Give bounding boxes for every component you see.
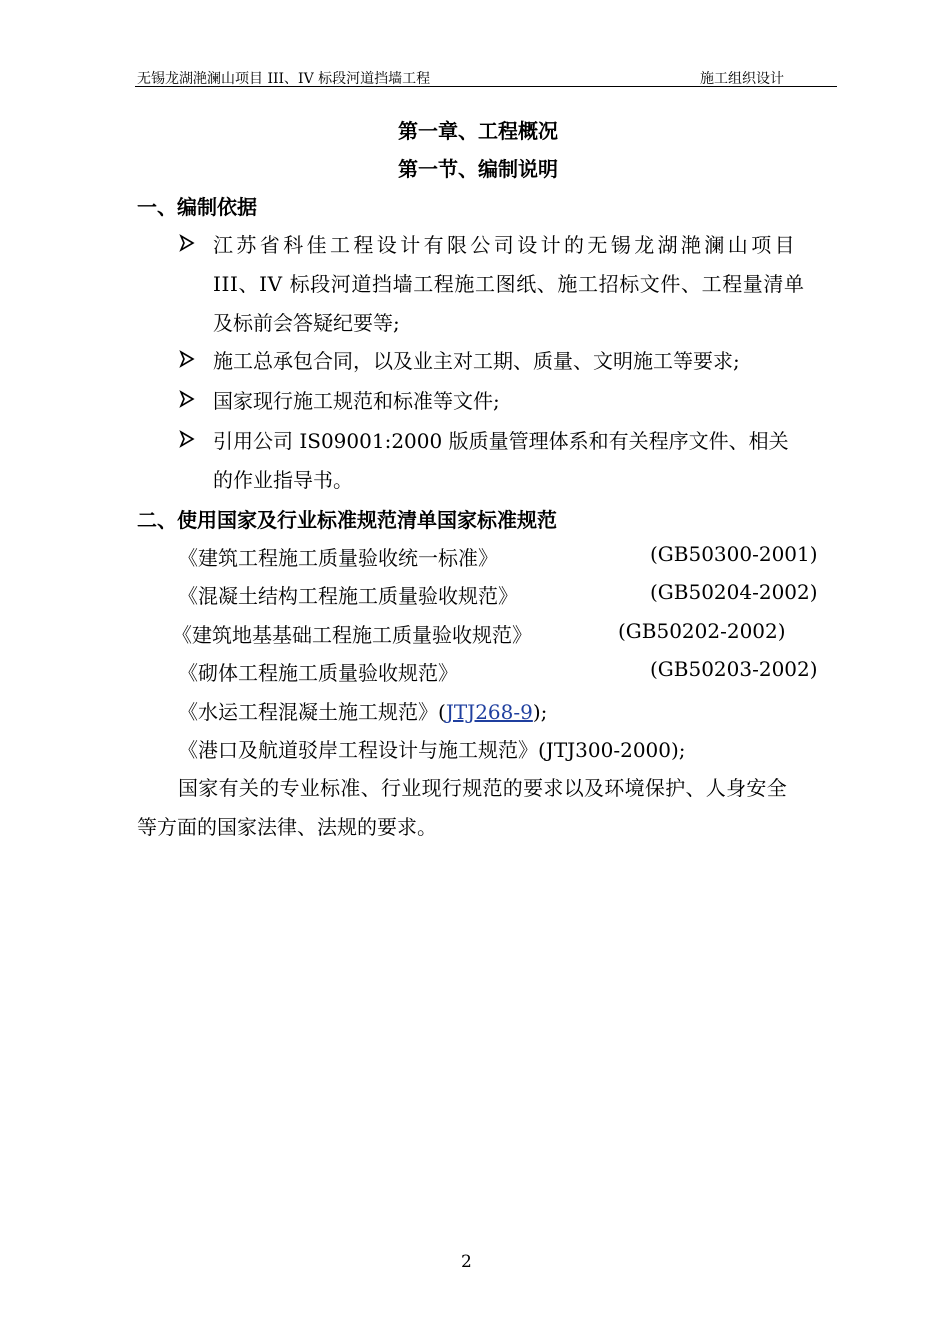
closing-line-2: 等方面的国家法律、法规的要求。 (137, 815, 437, 839)
standard-code: (GB50300-2001) (650, 542, 818, 566)
standard-name: 《水运工程混凝土施工规范》 (178, 700, 438, 724)
chapter-title: 第一章、工程概况 (398, 119, 558, 143)
part1-heading: 一、编制依据 (137, 195, 257, 219)
standard-name: 《建筑地基基础工程施工质量验收规范》 (172, 623, 532, 647)
header-doc-type: 施工组织设计 (700, 71, 784, 87)
standard-code: (GB50203-2002) (650, 657, 818, 681)
bullet-3-line-1: 国家现行施工规范和标准等文件; (213, 389, 500, 413)
header-project-title: 无锡龙湖滟澜山项目 III、IV 标段河道挡墙工程 (137, 71, 431, 87)
standard-code-suffix: ); (532, 700, 548, 724)
bullet-1-line-1: 江苏省科佳工程设计有限公司设计的无锡龙湖滟澜山项目 (213, 233, 798, 257)
bullet-1-line-2: III、IV 标段河道挡墙工程施工图纸、施工招标文件、工程量清单 (213, 272, 805, 296)
page-number: 2 (461, 1252, 472, 1272)
arrow-bullet-icon (178, 430, 196, 448)
header-rule (135, 86, 837, 87)
standard-name: 《建筑工程施工质量验收统一标准》 (178, 546, 498, 570)
closing-line-1: 国家有关的专业标准、行业现行规范的要求以及环境保护、人身安全 (178, 776, 787, 800)
standard-name: 《港口及航道驳岸工程设计与施工规范》 (178, 738, 538, 762)
arrow-bullet-icon (178, 234, 196, 252)
bullet-4-line-1: 引用公司 IS09001:2000 版质量管理体系和有关程序文件、相关 (213, 429, 789, 453)
arrow-bullet-icon (178, 350, 196, 368)
standard-row-jtj300 (178, 734, 686, 763)
bullet-4-line-2: 的作业指导书。 (213, 468, 353, 492)
standard-code: (GB50202-2002) (618, 619, 786, 643)
arrow-bullet-icon (178, 390, 196, 408)
bullet-2-line-1: 施工总承包合同，以及业主对工期、质量、文明施工等要求; (213, 349, 740, 373)
standard-code: (JTJ300-2000); (538, 738, 686, 762)
standard-name: 《混凝土结构工程施工质量验收规范》 (178, 584, 518, 608)
standard-row-jtj268 (178, 696, 547, 725)
standard-code-link[interactable]: JTJ268-9 (445, 700, 533, 724)
part2-heading: 二、使用国家及行业标准规范清单国家标准规范 (137, 508, 557, 532)
section-title: 第一节、编制说明 (398, 157, 558, 181)
bullet-1-line-3: 及标前会答疑纪要等; (213, 311, 400, 335)
standard-name: 《砌体工程施工质量验收规范》 (178, 661, 458, 685)
standard-code: (GB50204-2002) (650, 580, 818, 604)
standard-code-prefix: ( (438, 700, 446, 724)
